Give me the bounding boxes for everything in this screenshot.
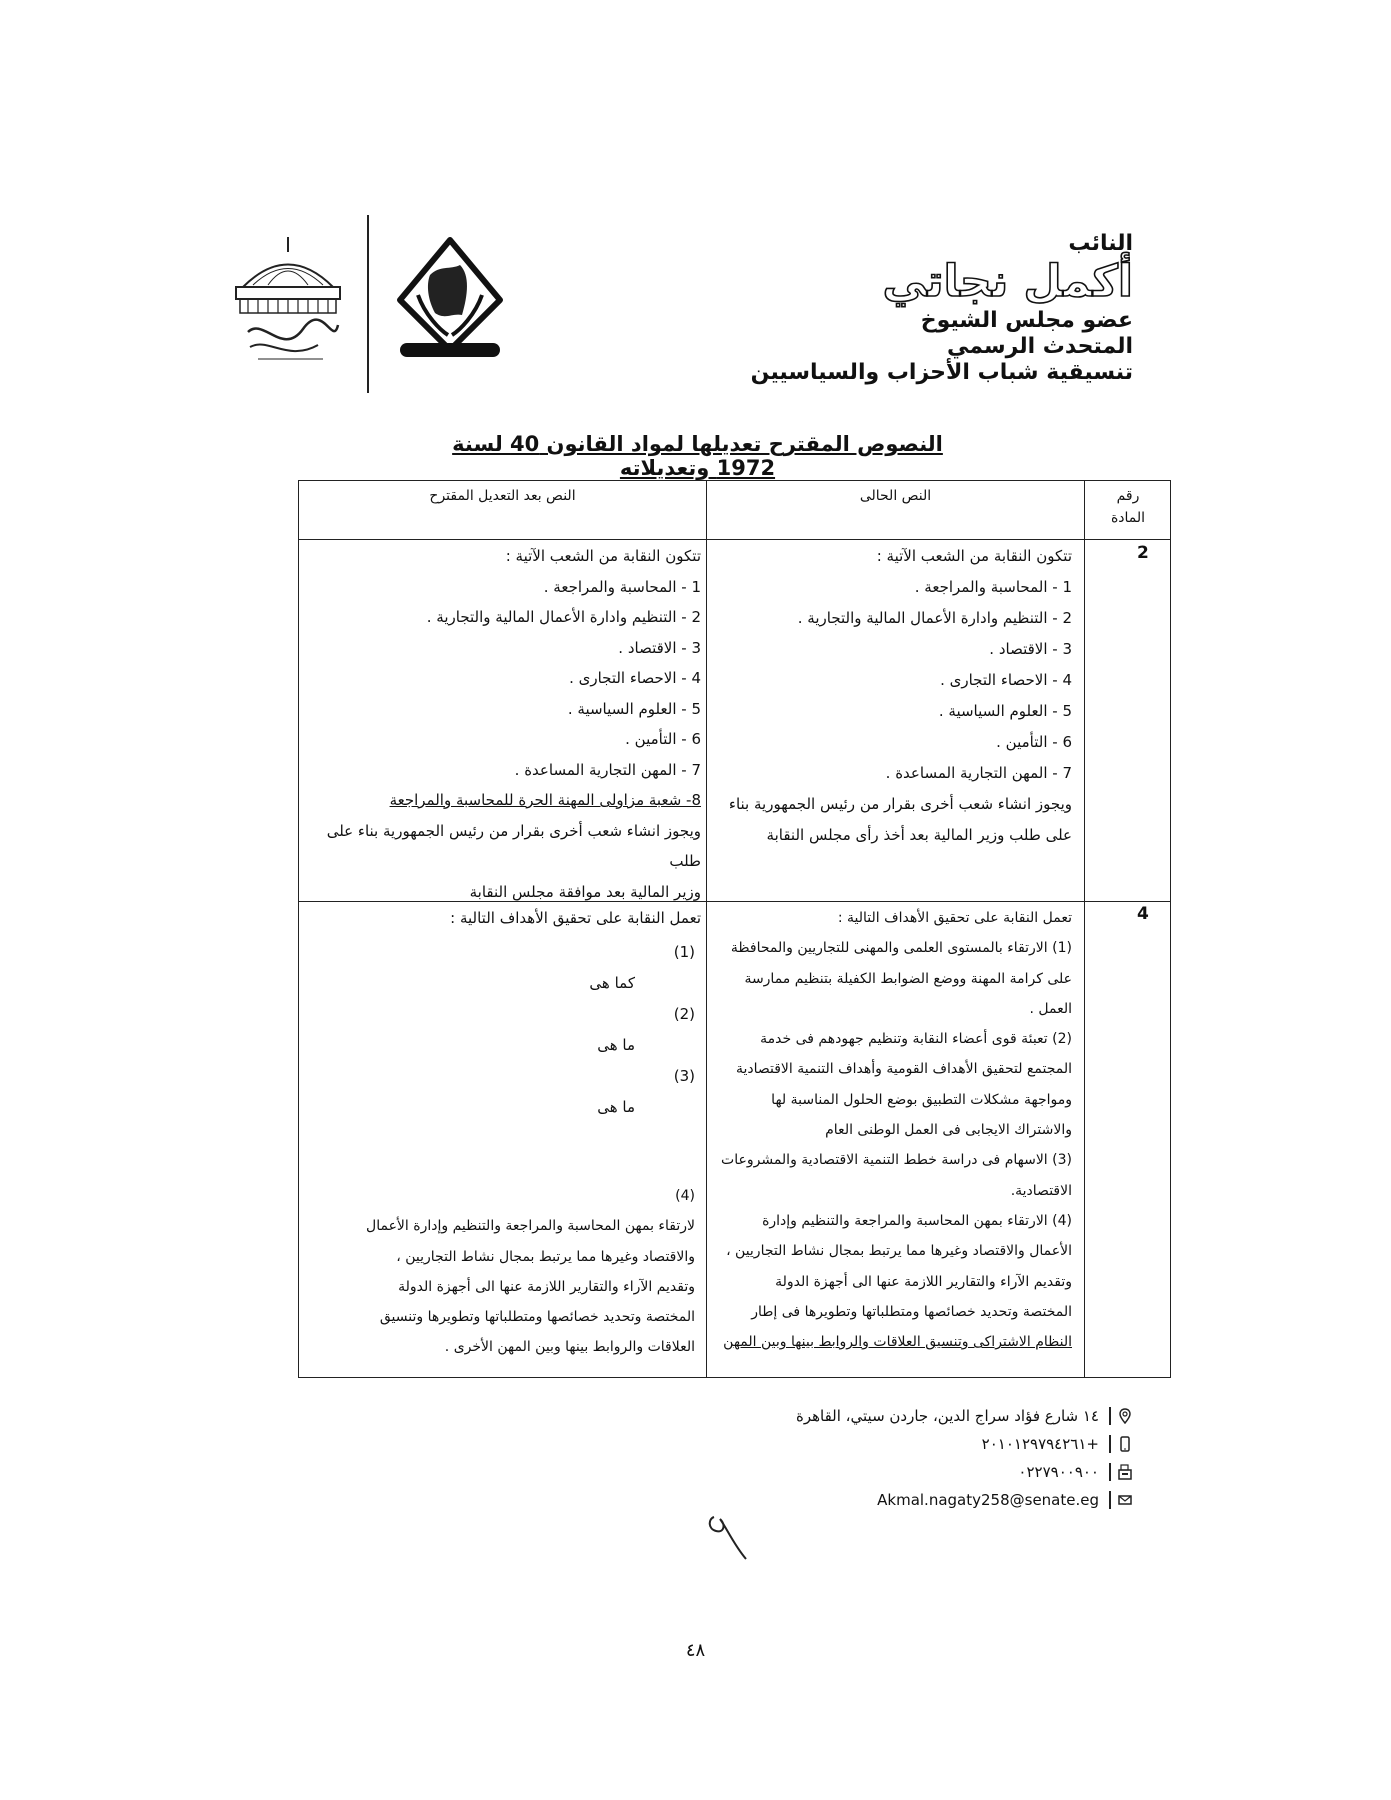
coordination-logo (390, 235, 510, 365)
page-number: ٤٨ (685, 1640, 706, 1661)
mobile-number: +٢٠١٠١٢٩٧٩٤٢٦١ (981, 1435, 1099, 1453)
header-divider (367, 215, 369, 393)
proposed-item-4: (4) لارتقاء بمهن المحاسبة والمراجعة والتنظيم وإدارة الأعمال والاقتصاد وغيرها مما يرتبط بمجال نشاط التجاريين ، وتقديم الآراء والتقارير اللازمة عنها الى أجهزة الدولة المختصة وتحديد خصائصها ومتطلباتها وتطويرها وتنسيق العلاقات والروابط بينها وبين المهن الأخرى . (366, 1188, 695, 1356)
email-address: Akmal.nagaty258@senate.eg (877, 1491, 1099, 1509)
amendments-table (298, 480, 1171, 1378)
current-text-cell: تتكون النقابة من الشعب الآتية : 1 - المحاسبة والمراجعة . 2 - التنظيم وادارة الأعمال المالية والتجارية . 3 - الاقتصاد . 4 - الاحصاء التجارى . 5 - العلوم السياسية . 6 - التأمين . 7 - المهن التجارية المساعدة . ويجوز انشاء شعب أخرى بقرار من رئيس الجمهورية بناء على طلب وزير المالية بعد أخذ رأى مجلس النقابة (728, 547, 1072, 844)
header-proposed-text: النص بعد التعديل المقترح (429, 488, 576, 504)
senate-logo (228, 237, 358, 377)
column-divider-1 (706, 481, 707, 1377)
column-divider-2 (1084, 481, 1085, 1377)
current-text-cell: تعمل النقابة على تحقيق الأهداف التالية : (1) الارتقاء بالمستوى العلمى والمهنى للتجاريين والمحافظة على كرامة المهنة ووضع الضوابط الكفيلة بتنظيم ممارسة العمل . (2) تعبئة قوى أعضاء النقابة وتنظيم جهودهم فى خدمة المجتمع لتحقيق الأهداف القومية وأهداف التنمية الاقتصادية ومواجهة مشكلات التطبيق بوضع الحلول المناسبة لها والاشتراك الايجابى فى العمل الوطنى العام (3) الاسهام فى دراسة خطط التنمية الاقتصادية والمشروعات الاقتصادية. (4) الارتقاء بمهن المحاسبة والمراجعة والتنظيم وإدارة الأعمال والاقتصاد وغيرها مما يرتبط بمجال نشاط التجاريين ، وتقديم الآراء والتقارير اللازمة عنها الى أجهزة الدولة المختصة وتحديد خصائصها ومتطلباتها وتطويرها فى إطار النظام الاشتراكى وتنسيق العلاقات والروابط بينها وبين المهن (721, 910, 1072, 1351)
header-current-text: النص الحالى (859, 488, 932, 504)
sender-block (751, 232, 1133, 386)
mobile-phone-icon (1109, 1435, 1133, 1453)
phone-number: ٠٢٢٧٩٠٠٩٠٠ (1018, 1463, 1099, 1481)
new-branch-line: 8- شعبة مزاولى المهنة الحرة للمحاسبة والمراجعة (389, 791, 701, 809)
fax-icon (1109, 1463, 1133, 1481)
sender-line-1: عضو مجلس الشيوخ (920, 308, 1133, 333)
proposed-text-cell: تتكون النقابة من الشعب الآتية : 1 - المحاسبة والمراجعة . 2 - التنظيم وادارة الأعمال المالية والتجارية . 3 - الاقتصاد . 4 - الاحصاء التجارى . 5 - العلوم السياسية . 6 - التأمين . 7 - المهن التجارية المساعدة . 8- شعبة مزاولى المهنة الحرة للمحاسبة والمراجعة ويجوز انشاء شعب أخرى بقرار من رئيس الجمهورية بناء على طلب وزير المالية بعد موافقة مجلس النقابة (307, 541, 701, 907)
address-row (796, 1402, 1133, 1430)
contact-footer (796, 1402, 1133, 1514)
sender-prefix: النائب (1068, 231, 1133, 256)
location-pin-icon (1109, 1407, 1133, 1425)
email-row (796, 1486, 1133, 1514)
document-title: النصوص المقترح تعديلها لمواد القانون 40 لسنة 1972 وتعديلاته (452, 432, 943, 480)
phone-row (796, 1458, 1133, 1486)
proposed-items: (1) كما هى (2) ما هى (3) ما هى (589, 943, 695, 1116)
handwritten-page-mark (700, 1505, 760, 1565)
address: ١٤ شارع فؤاد سراج الدين، جاردن سيتي، القاهرة (795, 1407, 1099, 1425)
sender-line-2: المتحدث الرسمي (947, 334, 1133, 359)
header-row-divider (299, 539, 1170, 540)
proposed-text-cell: تعمل النقابة على تحقيق الأهداف التالية : (450, 909, 701, 927)
email-icon (1109, 1491, 1133, 1509)
header-logos (228, 207, 388, 397)
sender-line-3: تنسيقية شباب الأحزاب والسياسيين (750, 360, 1133, 385)
sender-name: أكمل نجاتي (882, 256, 1133, 307)
article-number: 2 (1137, 543, 1149, 563)
header-article-no: رقم المادة (1110, 488, 1146, 526)
mobile-row (796, 1430, 1133, 1458)
article-number: 4 (1137, 904, 1149, 924)
